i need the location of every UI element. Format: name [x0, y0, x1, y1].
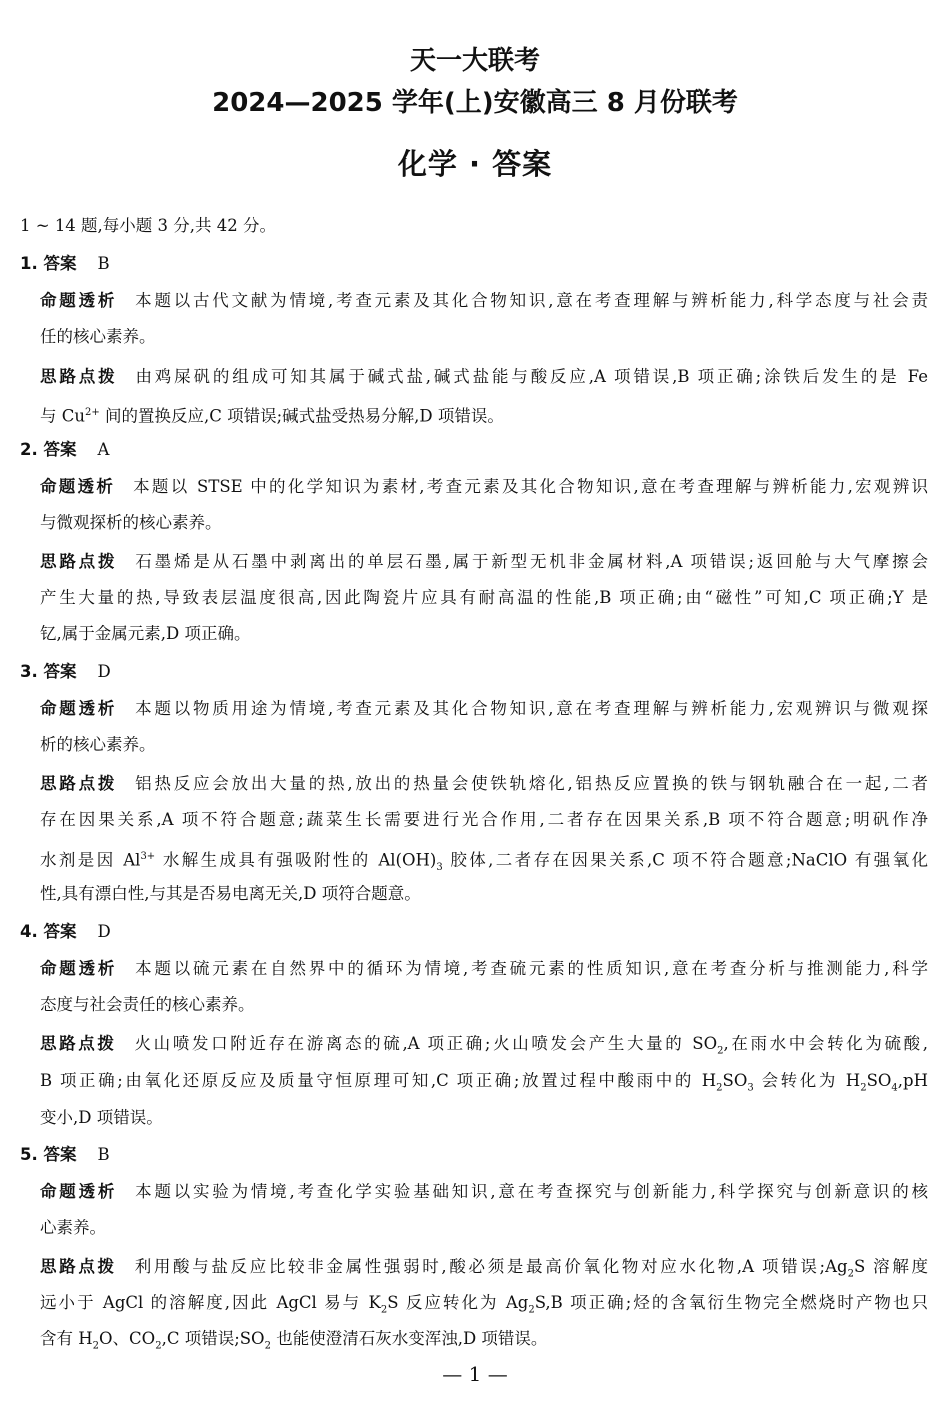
q3-hint-line-3: 水剂是因 $Al^{3+}$ 水解生成具有强吸附性的 $Al(OH)_3$ 胶体,二者存在因果关系,C 项不符合题意;NaClO 有强氧化: [40, 850, 928, 873]
q3-design-line-1: 命题透析 本题以物质用途为情境,考查元素及其化合物知识,意在考查理解与辨析能力,宏观辨识与微观探: [40, 699, 928, 718]
q4-design-line-1: 命题透析 本题以硫元素在自然界中的循环为情境,考查硫元素的性质知识,意在考查分析与推测能力,科学: [40, 959, 928, 978]
q4-design-line-2: 态度与社会责任的核心素养。: [40, 995, 255, 1014]
org-title: 天一大联考: [409, 46, 540, 76]
q3-hint-line-1: 思路点拨 铝热反应会放出大量的热,放出的热量会使铁轨熔化,铝热反应置换的铁与钢轨融合在一起,二者: [40, 774, 928, 793]
q1-hint-line-1: 思路点拨 由鸡屎矾的组成可知其属于碱式盐,碱式盐能与酸反应,A 项错误,B 项正确;涂铁后发生的是 Fe: [40, 367, 928, 386]
q4-head: 4. 答案: [20, 922, 77, 941]
q1-answer-line: [20, 252, 110, 276]
design-label: 命题透析: [40, 291, 118, 310]
q2-head: 2. 答案: [20, 440, 77, 459]
q5-hint-line-1: 思路点拨 利用酸与盐反应比较非金属性强弱时,酸必须是最高价氧化物对应水化物,A 项错误$;Ag_2S$ 溶解度: [40, 1257, 929, 1280]
q4-hint-line-1: 思路点拨 火山喷发口附近存在游离态的硫,A 项正确;火山喷发会产生大量的 $SO_2$,在雨水中会转化为硫酸,: [40, 1034, 928, 1057]
q2-hint-line-2: 产生大量的热,导致表层温度很高,因此陶瓷片应具有耐高温的性能,B 项正确;由“磁性”可知,C 项正确;Y 是: [40, 588, 928, 607]
q5-design-line-1: 命题透析 本题以实验为情境,考查化学实验基础知识,意在考查探究与创新能力,科学探究与创新意识的核: [40, 1182, 928, 1201]
q4-answer: D: [97, 922, 111, 941]
q1-design-line-1: 命题透析 本题以古代文献为情境,考查元素及其化合物知识,意在考查理解与辨析能力,科学态度与社会责: [40, 291, 928, 310]
q3-answer-line: [20, 660, 111, 684]
q2-hint-line-1: 思路点拨 石墨烯是从石墨中剥离出的单层石墨,属于新型无机非金属材料,A 项错误;返回舱与大气摩擦会: [40, 552, 929, 571]
q5-hint-line-3: 含有 $H_2O$、$CO_2,C$ 项错误$;SO_2$ 也能使澄清石灰水变浑浊,D 项错误。: [40, 1329, 548, 1352]
q5-head: 5. 答案: [20, 1145, 77, 1164]
exam-title: 2024—2025 学年(上)安徽高三 8 月份联考: [212, 88, 738, 118]
q3-head: 3. 答案: [20, 662, 77, 681]
q3-answer: D: [97, 662, 111, 681]
q5-design-line-2: 心素养。: [40, 1218, 106, 1237]
q5-hint-line-2: 远小于 AgCl 的溶解度,因此 AgCl 易与 $K_2S$ 反应转化为 $Ag_2S,B$ 项正确;烃的含氧衍生物完全燃烧时产物也只: [40, 1293, 928, 1316]
q4-answer-line: [20, 920, 111, 944]
q3-hint-line-2: 存在因果关系,A 项不符合题意;蔬菜生长需要进行光合作用,二者存在因果关系,B 项不符合题意;明矾作净: [40, 810, 928, 829]
intro-line: 1 ~ 14 题,每小题 3 分,共 42 分。: [20, 216, 277, 235]
q1-design-line-2: 任的核心素养。: [40, 327, 156, 346]
q5-answer: B: [97, 1145, 110, 1164]
q3-hint-line-4: 性,具有漂白性,与其是否易电离无关,D 项符合题意。: [40, 884, 421, 903]
page-number: — 1 —: [442, 1362, 508, 1386]
q1-answer: B: [97, 254, 110, 273]
q2-answer-line: [20, 438, 109, 462]
q2-design-line-2: 与微观探析的核心素养。: [40, 513, 222, 532]
q4-hint-line-3: 变小,D 项错误。: [40, 1108, 163, 1127]
q2-hint-line-3: 钇,属于金属元素,D 项正确。: [40, 624, 251, 643]
q4-hint-line-2: B 项正确;由氧化还原反应及质量守恒原理可知,C 项正确;放置过程中酸雨中的 $H_2SO_3$ 会转化为 $H_2SO_4,pH$: [40, 1071, 928, 1094]
q2-design-line-1: 命题透析 本题以 STSE 中的化学知识为素材,考查元素及其化合物知识,意在考查理解与辨析能力,宏观辨识: [40, 477, 928, 496]
q1-head: 1. 答案: [20, 254, 77, 273]
hint-label: 思路点拨: [40, 367, 118, 386]
q1-hint-line-2: 与 $Cu^{2+}$ 间的置换反应,C 项错误;碱式盐受热易分解,D 项错误。: [40, 406, 504, 426]
subject-title: 化学 · 答案: [397, 147, 553, 181]
q5-answer-line: [20, 1143, 110, 1167]
q3-design-line-2: 析的核心素养。: [40, 735, 156, 754]
q2-answer: A: [97, 440, 110, 459]
